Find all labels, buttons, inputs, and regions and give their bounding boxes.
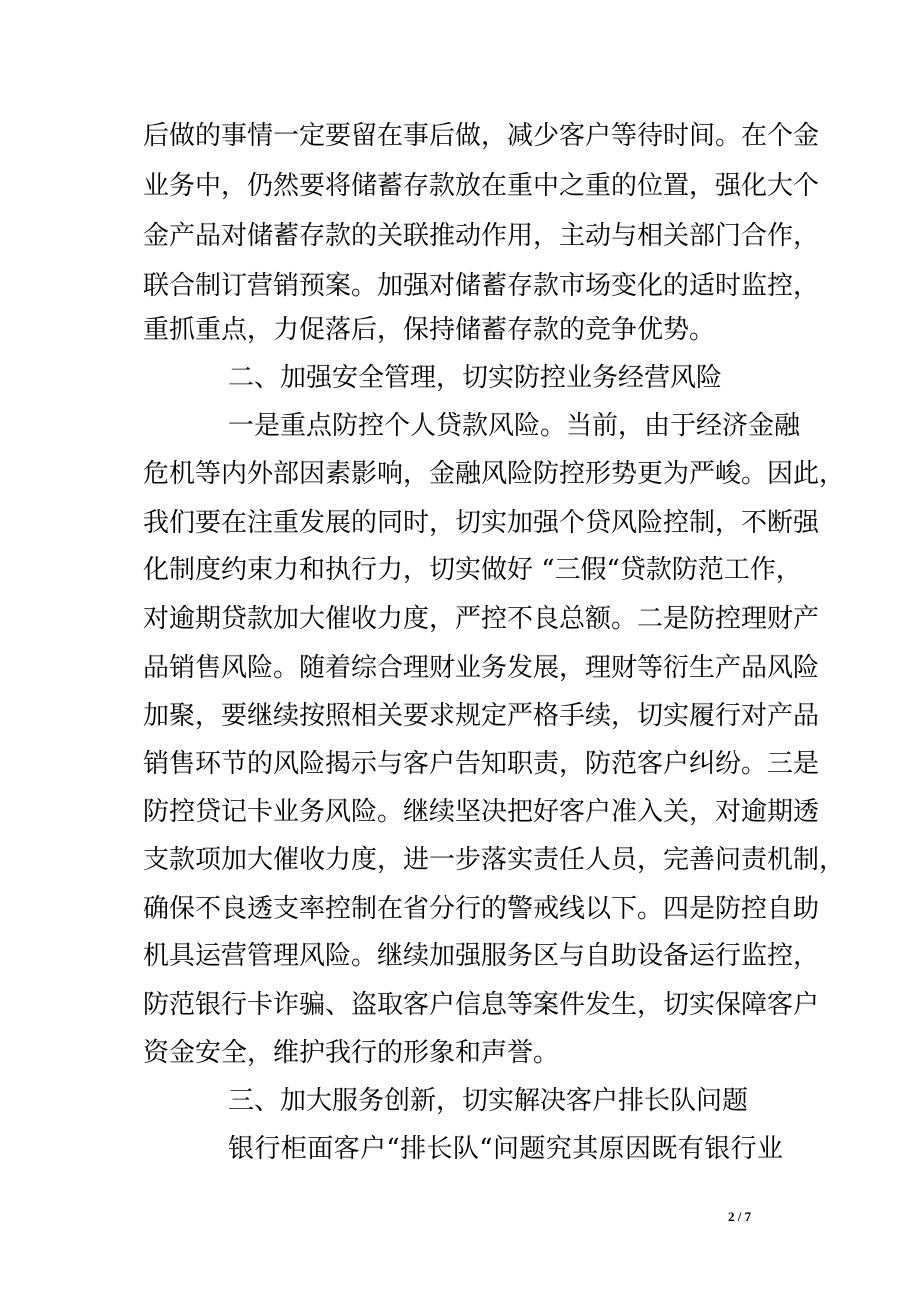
text-line: 化制度约束力和执行力，切实做好 “三假“贷款防范工作，: [143, 555, 802, 585]
text-line: 防控贷记卡业务风险。继续坚决把好客户准入关，对逾期透: [143, 797, 820, 827]
page-number: 2 / 7: [728, 1209, 752, 1224]
text-line: 后做的事情一定要留在事后做，减少客户等待时间。在个金: [143, 121, 820, 151]
text-line: 加聚，要继续按照相关要求规定严格手续，切实履行对产品: [143, 701, 820, 731]
text-line: 防范银行卡诈骗、盗取客户信息等案件发生，切实保障客户: [143, 990, 820, 1020]
section-heading: 三、加大服务创新，切实解决客户排长队问题: [228, 1086, 749, 1116]
text-line: 品销售风险。随着综合理财业务发展，理财等衍生产品风险: [143, 653, 820, 683]
paragraph-first-line: 银行柜面客户“排长队“问题究其原因既有银行业: [228, 1134, 783, 1164]
text-line: 支款项加大催收力度，进一步落实责任人员，完善问责机制，: [143, 845, 846, 875]
text-line: 金产品对储蓄存款的关联推动作用，主动与相关部门合作，: [143, 221, 820, 251]
paragraph-first-line: 一是重点防控个人贷款风险。当前，由于经济金融: [228, 411, 801, 441]
text-line: 危机等内外部因素影响，金融风险防控形势更为严峻。因此，: [143, 459, 846, 489]
text-line: 联合制订营销预案。加强对储蓄存款市场变化的适时监控，: [143, 271, 820, 301]
text-line: 我们要在注重发展的同时，切实加强个贷风险控制，不断强: [143, 508, 820, 538]
text-line: 业务中，仍然要将储蓄存款放在重中之重的位置，强化大个: [143, 171, 820, 201]
section-heading: 二、加强安全管理，切实防控业务经营风险: [228, 363, 723, 393]
text-line: 对逾期贷款加大催收力度，严控不良总额。二是防控理财产: [143, 604, 820, 634]
text-line: 资金安全，维护我行的形象和声誉。: [143, 1038, 560, 1068]
text-line: 销售环节的风险揭示与客户告知职责，防范客户纠纷。三是: [143, 749, 820, 779]
text-line: 机具运营管理风险。继续加强服务区与自助设备运行监控，: [143, 941, 820, 971]
text-line: 确保不良透支率控制在省分行的警戒线以下。四是防控自助: [143, 894, 820, 924]
text-line: 重抓重点，力促落后，保持储蓄存款的竞争优势。: [143, 315, 716, 345]
